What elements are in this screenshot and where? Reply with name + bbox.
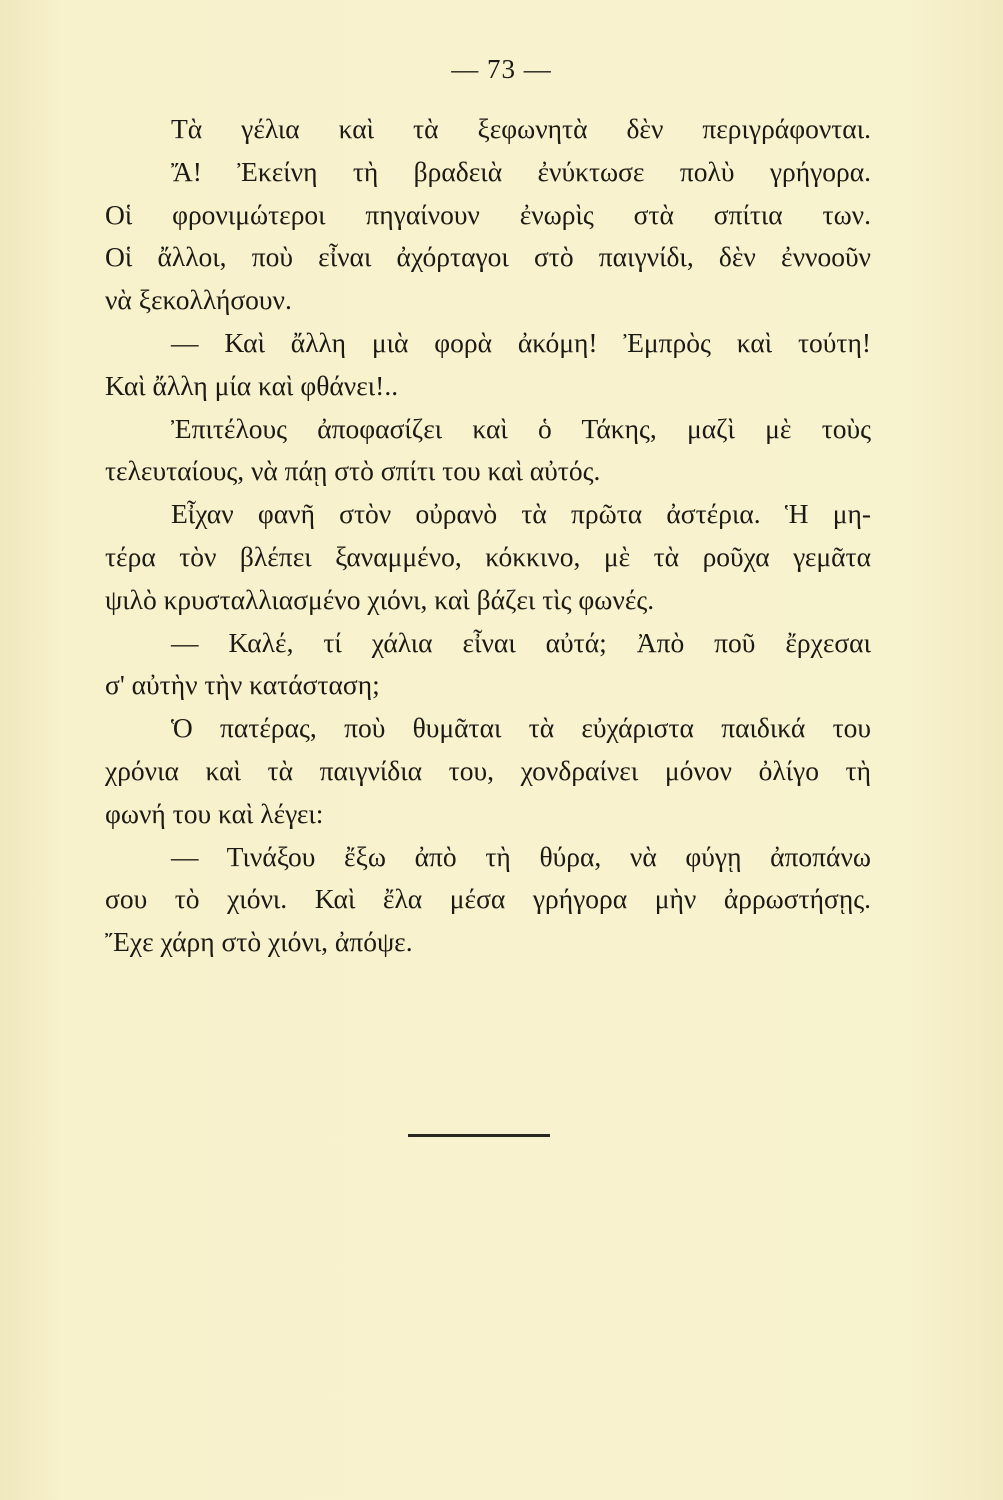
text-line: Ἔχε χάρη στὸ χιόνι, ἀπόψε.	[105, 926, 413, 958]
text-line: — Τινάξου ἔξω ἀπὸ τὴ θύρα, νὰ φύγῃ ἀποπάνω	[171, 840, 871, 872]
text-line: τελευταίους, νὰ πάῃ στὸ σπίτι του καὶ αὐτός.	[105, 455, 601, 487]
text-line: Οἱ ἄλλοι, ποὺ εἶναι ἀχόρταγοι στὸ παιγνίδι, δὲν ἐννοοῦν	[105, 241, 871, 273]
text-line: σ' αὐτὴν τὴν κατάσταση;	[105, 669, 380, 701]
text-line: Εἶχαν φανῆ στὸν οὐρανὸ τὰ πρῶτα ἀστέρια. Ἡ μη-	[171, 498, 871, 530]
text-line: Ἐπιτέλους ἀποφασίζει καὶ ὁ Τάκης, μαζὶ μὲ τοὺς	[171, 412, 871, 444]
text-line: φωνή του καὶ λέγει:	[105, 797, 324, 829]
text-line: Καὶ ἄλλη μία καὶ φθάνει!..	[105, 369, 399, 401]
text-line: Ὁ πατέρας, ποὺ θυμᾶται τὰ εὐχάριστα παιδικά του	[171, 712, 871, 744]
text-line: — Καλέ, τί χάλια εἶναι αὐτά; Ἀπὸ ποῦ ἔρχεσαι	[171, 626, 871, 658]
text-line: νὰ ξεκολλήσουν.	[105, 284, 292, 316]
body-text	[105, 108, 871, 964]
section-divider	[408, 1134, 550, 1137]
text-line: Ἄ! Ἐκείνη τὴ βραδειὰ ἐνύκτωσε πολὺ γρήγορα.	[171, 155, 871, 187]
page-number: — 73 —	[451, 54, 552, 84]
text-line: ψιλὸ κρυσταλλιασμένο χιόνι, καὶ βάζει τὶς φωνές.	[105, 583, 655, 615]
text-line: χρόνια καὶ τὰ παιγνίδια του, χονδραίνει μόνον ὀλίγο τὴ	[105, 754, 871, 786]
text-line: Οἱ φρονιμώτεροι πηγαίνουν ἐνωρὶς στὰ σπίτια των.	[105, 198, 871, 230]
text-line: — Καὶ ἄλλη μιὰ φορὰ ἀκόμη! Ἐμπρὸς καὶ τούτη!	[171, 326, 871, 358]
text-line: Τὰ γέλια καὶ τὰ ξεφωνητὰ δὲν περιγράφονται.	[171, 113, 871, 144]
text-line: σου τὸ χιόνι. Καὶ ἔλα μέσα γρήγορα μὴν ἀρρωστήσῃς.	[105, 883, 871, 915]
text-line: τέρα τὸν βλέπει ξαναμμένο, κόκκινο, μὲ τὰ ροῦχα γεμᾶτα	[105, 540, 871, 572]
